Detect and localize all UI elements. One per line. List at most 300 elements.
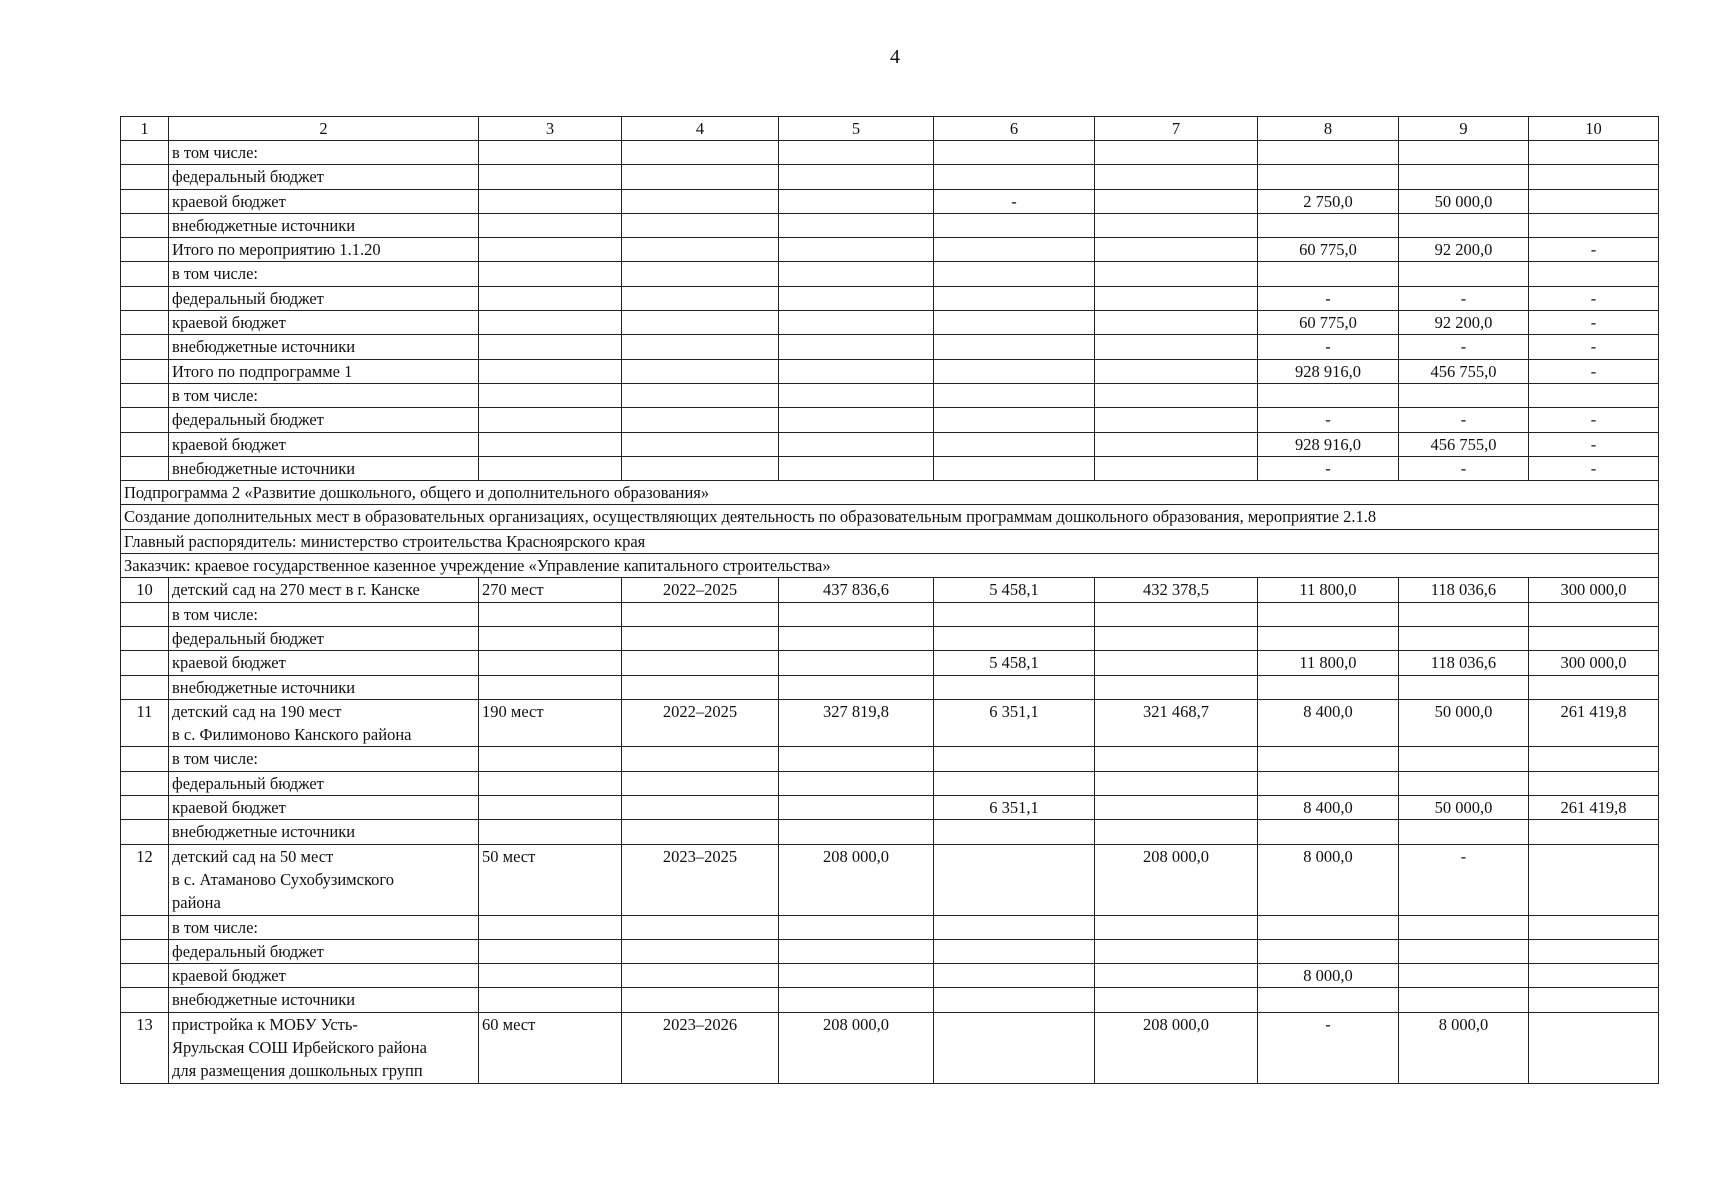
table-cell: - [1258, 456, 1399, 480]
table-cell: 208 000,0 [1095, 844, 1258, 915]
table-cell [121, 675, 169, 699]
table-cell [622, 141, 779, 165]
table-cell [1529, 988, 1659, 1012]
table-cell [479, 771, 622, 795]
table-cell: 208 000,0 [779, 844, 934, 915]
table-row [121, 286, 1659, 310]
table-cell: внебюджетные источники [169, 213, 479, 237]
table-cell [1399, 964, 1529, 988]
table-cell [1095, 456, 1258, 480]
table-cell: 50 мест [479, 844, 622, 915]
table-cell [779, 626, 934, 650]
table-cell [779, 964, 934, 988]
table-cell: 261 419,8 [1529, 699, 1659, 747]
table-cell [622, 626, 779, 650]
table-cell [1529, 626, 1659, 650]
table-cell: - [1399, 844, 1529, 915]
table-cell [934, 238, 1095, 262]
table-row [121, 699, 1659, 747]
column-header: 4 [622, 117, 779, 141]
table-cell [1095, 651, 1258, 675]
table-cell [479, 747, 622, 771]
table-cell [1529, 383, 1659, 407]
table-cell [1095, 675, 1258, 699]
table-cell: 437 836,6 [779, 578, 934, 602]
table-cell: внебюджетные источники [169, 335, 479, 359]
table-cell [1258, 602, 1399, 626]
table-cell [1095, 359, 1258, 383]
table-cell [121, 311, 169, 335]
table-cell [779, 262, 934, 286]
table-cell [1529, 939, 1659, 963]
table-cell [479, 915, 622, 939]
table-cell: - [1258, 408, 1399, 432]
table-cell: краевой бюджет [169, 311, 479, 335]
table-cell [1095, 165, 1258, 189]
table-cell [479, 456, 622, 480]
table-cell [1399, 939, 1529, 963]
table-row [121, 915, 1659, 939]
table-cell [479, 286, 622, 310]
table-cell [1399, 383, 1529, 407]
table-cell: внебюджетные источники [169, 988, 479, 1012]
table-cell: 5 458,1 [934, 578, 1095, 602]
table-cell [1095, 335, 1258, 359]
table-cell [779, 820, 934, 844]
table-cell [1529, 262, 1659, 286]
table-row [121, 796, 1659, 820]
table-cell [1399, 165, 1529, 189]
table-cell [934, 771, 1095, 795]
table-cell: 327 819,8 [779, 699, 934, 747]
table-cell: 50 000,0 [1399, 796, 1529, 820]
table-cell [1399, 915, 1529, 939]
table-cell [622, 796, 779, 820]
table-cell [1529, 675, 1659, 699]
table-cell: - [1529, 359, 1659, 383]
table-cell [779, 432, 934, 456]
table-cell [479, 820, 622, 844]
table-cell [779, 988, 934, 1012]
table-cell [1095, 383, 1258, 407]
table-cell [479, 359, 622, 383]
table-row [121, 141, 1659, 165]
table-cell [121, 189, 169, 213]
table-row [121, 651, 1659, 675]
table-cell [1258, 915, 1399, 939]
table-cell [479, 335, 622, 359]
column-header: 8 [1258, 117, 1399, 141]
table-cell: краевой бюджет [169, 964, 479, 988]
table-cell: в том числе: [169, 915, 479, 939]
table-cell: 300 000,0 [1529, 651, 1659, 675]
table-cell [1529, 165, 1659, 189]
column-header: 6 [934, 117, 1095, 141]
table-cell [1258, 383, 1399, 407]
table-cell [1399, 675, 1529, 699]
table-cell [1399, 262, 1529, 286]
column-header: 1 [121, 117, 169, 141]
section-title: Главный распорядитель: министерство строительства Красноярского края [121, 529, 1659, 553]
table-cell [1529, 964, 1659, 988]
table-cell [479, 602, 622, 626]
table-cell: 2023–2026 [622, 1012, 779, 1083]
table-cell: краевой бюджет [169, 432, 479, 456]
table-cell [121, 432, 169, 456]
table-cell [934, 141, 1095, 165]
table-cell: 2022–2025 [622, 578, 779, 602]
table-cell: 928 916,0 [1258, 432, 1399, 456]
table-cell: федеральный бюджет [169, 408, 479, 432]
table-row [121, 626, 1659, 650]
table-row [121, 771, 1659, 795]
table-cell: в том числе: [169, 383, 479, 407]
table-cell [622, 915, 779, 939]
table-cell [779, 286, 934, 310]
table-cell [934, 213, 1095, 237]
table-cell [934, 964, 1095, 988]
table-cell: 118 036,6 [1399, 578, 1529, 602]
table-cell [622, 408, 779, 432]
table-cell: 8 000,0 [1258, 964, 1399, 988]
table-cell [479, 213, 622, 237]
table-row [121, 383, 1659, 407]
table-cell: 456 755,0 [1399, 432, 1529, 456]
table-cell: внебюджетные источники [169, 456, 479, 480]
table-cell [934, 286, 1095, 310]
table-cell [121, 626, 169, 650]
table-cell: - [1529, 286, 1659, 310]
table-cell: 13 [121, 1012, 169, 1083]
table-cell [479, 964, 622, 988]
table-cell: 2023–2025 [622, 844, 779, 915]
table-cell [622, 820, 779, 844]
table-row [121, 189, 1659, 213]
table-cell [622, 747, 779, 771]
table-cell [934, 844, 1095, 915]
table-cell: 190 мест [479, 699, 622, 747]
table-cell [1095, 189, 1258, 213]
table-cell [934, 1012, 1095, 1083]
table-cell: 261 419,8 [1529, 796, 1659, 820]
table-cell [1095, 796, 1258, 820]
table-cell [1258, 771, 1399, 795]
table-cell [479, 238, 622, 262]
table-cell [479, 796, 622, 820]
table-cell: в том числе: [169, 141, 479, 165]
table-cell: 60 мест [479, 1012, 622, 1083]
table-cell [121, 988, 169, 1012]
table-cell [1095, 262, 1258, 286]
table-cell [1095, 964, 1258, 988]
table-cell [121, 335, 169, 359]
table-cell [934, 988, 1095, 1012]
table-cell [121, 456, 169, 480]
table-cell [121, 238, 169, 262]
table-cell: 6 351,1 [934, 699, 1095, 747]
table-cell [622, 939, 779, 963]
table-cell [622, 238, 779, 262]
column-header: 9 [1399, 117, 1529, 141]
table-cell [934, 262, 1095, 286]
table-cell: детский сад на 50 мест в с. Атаманово Сухобузимского района [169, 844, 479, 915]
table-cell [121, 262, 169, 286]
table-cell [1095, 988, 1258, 1012]
table-cell [1095, 238, 1258, 262]
table-cell [121, 651, 169, 675]
table-cell [1258, 675, 1399, 699]
table-cell [1095, 141, 1258, 165]
table-cell [121, 408, 169, 432]
table-cell [622, 432, 779, 456]
table-cell [479, 189, 622, 213]
table-cell [1529, 915, 1659, 939]
table-cell: федеральный бюджет [169, 771, 479, 795]
table-cell [479, 311, 622, 335]
table-cell [121, 383, 169, 407]
table-row [121, 939, 1659, 963]
table-cell [479, 383, 622, 407]
table-cell: внебюджетные источники [169, 675, 479, 699]
table-cell [779, 189, 934, 213]
budget-table [120, 116, 1659, 1084]
table-cell: 118 036,6 [1399, 651, 1529, 675]
table-cell: в том числе: [169, 262, 479, 286]
column-header: 10 [1529, 117, 1659, 141]
table-cell: 92 200,0 [1399, 238, 1529, 262]
table-cell [779, 213, 934, 237]
table-cell: 50 000,0 [1399, 699, 1529, 747]
table-cell [1095, 213, 1258, 237]
table-cell: 432 378,5 [1095, 578, 1258, 602]
table-cell: - [1258, 335, 1399, 359]
table-cell [622, 286, 779, 310]
table-cell [121, 165, 169, 189]
table-cell: 5 458,1 [934, 651, 1095, 675]
table-row [121, 456, 1659, 480]
table-cell: - [1529, 456, 1659, 480]
table-cell: - [1399, 335, 1529, 359]
table-header-row [121, 117, 1659, 141]
table-cell [121, 796, 169, 820]
table-cell: детский сад на 270 мест в г. Канске [169, 578, 479, 602]
table-cell [479, 626, 622, 650]
table-cell [934, 408, 1095, 432]
table-cell [1529, 189, 1659, 213]
table-cell: - [1258, 1012, 1399, 1083]
table-cell [779, 359, 934, 383]
table-cell [779, 651, 934, 675]
table-cell [622, 602, 779, 626]
table-cell [934, 675, 1095, 699]
table-cell [1095, 432, 1258, 456]
table-cell [1095, 915, 1258, 939]
table-cell [1529, 747, 1659, 771]
table-row [121, 262, 1659, 286]
table-cell [1095, 626, 1258, 650]
table-cell [1529, 844, 1659, 915]
section-title: Заказчик: краевое государственное казенное учреждение «Управление капитального строительства» [121, 554, 1659, 578]
table-cell [934, 383, 1095, 407]
table-cell [121, 915, 169, 939]
table-cell [479, 988, 622, 1012]
table-cell [1529, 820, 1659, 844]
section-title: Подпрограмма 2 «Развитие дошкольного, общего и дополнительного образования» [121, 481, 1659, 505]
table-cell: - [1399, 456, 1529, 480]
table-cell [121, 747, 169, 771]
table-row [121, 213, 1659, 237]
table-cell: 928 916,0 [1258, 359, 1399, 383]
table-cell [934, 602, 1095, 626]
table-cell [1529, 141, 1659, 165]
table-cell [934, 939, 1095, 963]
table-cell [1399, 626, 1529, 650]
table-cell [779, 141, 934, 165]
table-cell [1258, 626, 1399, 650]
table-cell [779, 335, 934, 359]
table-row [121, 165, 1659, 189]
table-cell [479, 262, 622, 286]
table-cell: 300 000,0 [1529, 578, 1659, 602]
table-row [121, 820, 1659, 844]
section-row [121, 529, 1659, 553]
table-cell: 208 000,0 [1095, 1012, 1258, 1083]
table-cell [1095, 771, 1258, 795]
table-cell [1399, 602, 1529, 626]
table-cell: 60 775,0 [1258, 311, 1399, 335]
table-cell [779, 915, 934, 939]
table-cell: 8 400,0 [1258, 699, 1399, 747]
table-cell [934, 359, 1095, 383]
table-cell [779, 383, 934, 407]
page-number: 4 [890, 46, 900, 68]
table-cell [622, 988, 779, 1012]
table-cell [1258, 141, 1399, 165]
table-cell: 8 000,0 [1258, 844, 1399, 915]
table-cell [779, 796, 934, 820]
column-header: 2 [169, 117, 479, 141]
table-cell: 8 000,0 [1399, 1012, 1529, 1083]
table-cell [1399, 771, 1529, 795]
table-cell [1258, 747, 1399, 771]
table-cell: 50 000,0 [1399, 189, 1529, 213]
table-cell [779, 238, 934, 262]
table-cell [1095, 747, 1258, 771]
table-cell [622, 359, 779, 383]
table-cell: в том числе: [169, 747, 479, 771]
table-cell [934, 915, 1095, 939]
section-title: Создание дополнительных мест в образовательных организациях, осуществляющих деятельность по образовательным программам дошкольного образования, мероприятие 2.1.8 [121, 505, 1659, 529]
table-cell: - [1529, 335, 1659, 359]
table-cell: 12 [121, 844, 169, 915]
table-cell [934, 165, 1095, 189]
table-row [121, 1012, 1659, 1083]
table-cell [121, 141, 169, 165]
table-cell: 60 775,0 [1258, 238, 1399, 262]
table-cell [1095, 408, 1258, 432]
table-cell: Итого по мероприятию 1.1.20 [169, 238, 479, 262]
section-row [121, 505, 1659, 529]
table-cell [622, 771, 779, 795]
table-cell [121, 359, 169, 383]
table-cell: - [1399, 286, 1529, 310]
table-cell [779, 602, 934, 626]
table-cell [121, 602, 169, 626]
table-cell: федеральный бюджет [169, 626, 479, 650]
table-cell [479, 651, 622, 675]
table-cell [479, 165, 622, 189]
table-cell: 10 [121, 578, 169, 602]
table-cell [1529, 213, 1659, 237]
table-cell: 6 351,1 [934, 796, 1095, 820]
table-cell: 270 мест [479, 578, 622, 602]
table-cell: федеральный бюджет [169, 939, 479, 963]
table-row [121, 335, 1659, 359]
table-cell: краевой бюджет [169, 651, 479, 675]
table-cell [779, 165, 934, 189]
table-cell [479, 408, 622, 432]
table-cell: - [1258, 286, 1399, 310]
table-cell [934, 456, 1095, 480]
section-row [121, 554, 1659, 578]
table-row [121, 408, 1659, 432]
table-cell [779, 939, 934, 963]
table-cell [934, 432, 1095, 456]
table-cell [1399, 820, 1529, 844]
table-cell [121, 820, 169, 844]
table-cell [1258, 262, 1399, 286]
table-cell [1095, 286, 1258, 310]
table-cell [1095, 820, 1258, 844]
table-cell [1095, 311, 1258, 335]
table-cell: 92 200,0 [1399, 311, 1529, 335]
table-cell: внебюджетные источники [169, 820, 479, 844]
table-cell [121, 213, 169, 237]
table-cell [934, 311, 1095, 335]
table-cell: краевой бюджет [169, 189, 479, 213]
table-cell [479, 432, 622, 456]
table-cell: 11 800,0 [1258, 578, 1399, 602]
table-cell [934, 626, 1095, 650]
table-cell [121, 771, 169, 795]
table-cell [934, 335, 1095, 359]
table-row [121, 238, 1659, 262]
table-cell: - [1529, 432, 1659, 456]
table-row [121, 747, 1659, 771]
table-cell [779, 747, 934, 771]
table-cell [1258, 939, 1399, 963]
table-cell [622, 675, 779, 699]
table-cell [1258, 820, 1399, 844]
table-cell [121, 964, 169, 988]
table-cell: федеральный бюджет [169, 286, 479, 310]
section-row [121, 481, 1659, 505]
table-cell: 2022–2025 [622, 699, 779, 747]
table-row [121, 964, 1659, 988]
table-cell [1399, 213, 1529, 237]
table-cell [1529, 602, 1659, 626]
table-cell [622, 262, 779, 286]
table-cell [622, 165, 779, 189]
table-row [121, 578, 1659, 602]
table-cell [1399, 141, 1529, 165]
table-cell [1095, 939, 1258, 963]
table-row [121, 311, 1659, 335]
table-cell [479, 939, 622, 963]
table-cell: 8 400,0 [1258, 796, 1399, 820]
table-cell [779, 675, 934, 699]
table-cell: 11 800,0 [1258, 651, 1399, 675]
